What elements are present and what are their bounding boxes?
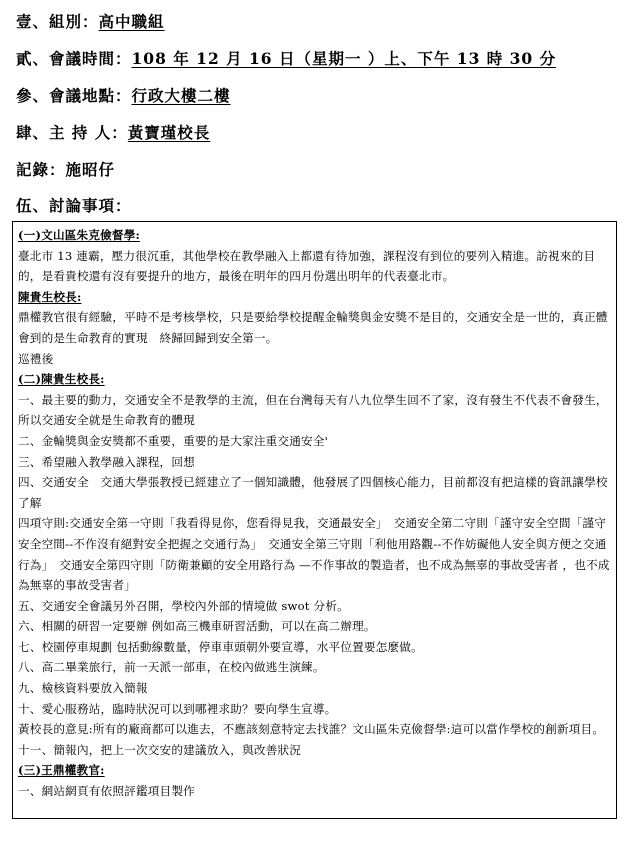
recorder-text: 記錄：施昭仔	[16, 160, 116, 179]
paragraph: 一、最主要的動力，交通安全不是教學的主流，但在台灣每天有八九位學生回不了家，沒有發生不代表不會發生，所以交通安全就是生命教育的體現	[18, 392, 608, 428]
paragraph: 一、網站網頁有依照評鑑項目製作	[18, 784, 195, 799]
paragraph: 四、交通安全 交通大學張教授已經建立了一個知識體，他發展了四個核心能力，目前都沒有把這樣的資訊讓學校了解	[18, 475, 608, 510]
group-label: 壹、組別：	[16, 12, 99, 31]
paragraph: 黃校長的意見:所有的廠商都可以進去，不應該刻意特定去找誰？文山區朱克儉督學:這可以當作學校的創新項目。	[18, 722, 605, 737]
meeting-time-line	[16, 47, 556, 69]
group-line	[16, 10, 165, 32]
paragraph: 四項守則:交通安全第一守則「我看得見你，您看得見我，交通最安全」 交通安全第二守則「謹守安全空間「謹守安全空間--不作沒有絕對安全把握之交通行為」 交通安全第三守則「利他用路觀--不作妨礙他人安全與方便之交通行為」 交通安全第四守則「防衛兼顧的安全用路行為 —不作事故的製造者，也不成為無辜的事故受害者 ，也不成為無辜的事故受害者」	[18, 516, 610, 593]
paragraph: 五、交通安全會議另外召開，學校內外部的情境做 swot 分析。	[18, 598, 349, 613]
place-label: 參、會議地點：	[16, 86, 132, 105]
meeting-place-line	[16, 84, 231, 106]
place-value: 行政大樓二樓	[131, 86, 231, 105]
time-value: 108 年 12 月 16 日（星期一 ）上、下午 13 時 30 分	[131, 49, 557, 68]
group-value: 高中職組	[98, 12, 165, 31]
paragraph: 二、金輪獎與金安獎都不重要，重要的是大家注重交通安全'	[18, 433, 329, 448]
paragraph: 七、校園停車規劃 包括動線數量，停車車頭朝外要宣導，水平位置要怎麼做。	[18, 639, 423, 654]
section-heading: (一)文山區朱克儉督學:	[18, 228, 140, 242]
paragraph: 十、愛心服務站，臨時狀況可以到哪裡求助？要向學生宣導。	[18, 701, 337, 716]
discussion-content	[18, 225, 612, 802]
paragraph: 臺北市 13 連霸，壓力很沉重，其他學校在教學融入上都還有待加強，課程沒有到位的要列入精進。訪視來的目的，是看貴校還有沒有要提升的地方，最後在明年的四月份選出明年的代表臺北市。	[18, 248, 596, 284]
discussion-label: 伍、討論事項：	[16, 196, 132, 215]
section-heading: (三)王鼎權教官:	[18, 763, 105, 778]
paragraph: 九、檢核資料要放入簡報	[18, 681, 148, 696]
paragraph: 六、相關的研習一定要辦 例如高三機車研習活動，可以在高二辦理。	[18, 619, 376, 634]
host-label: 肆、主 持 人：	[16, 123, 128, 142]
recorder-line	[16, 158, 115, 180]
paragraph: 八、高二畢業旅行，前一天派一部車，在校內做逃生演練。	[18, 660, 325, 675]
paragraph: 十一、簡報內，把上一次交安的建議放入，與改善狀況	[18, 742, 302, 757]
paragraph: 巡禮後	[18, 351, 54, 366]
discussion-line	[16, 194, 132, 216]
time-label: 貳、會議時間：	[16, 49, 132, 68]
discussion-box	[12, 221, 617, 819]
host-line	[16, 121, 210, 143]
paragraph: 三、希望融入教學融入課程，回想	[18, 454, 195, 469]
section-heading: (二)陳貴生校長:	[18, 372, 105, 387]
section-heading: 陳貴生校長:	[18, 289, 82, 304]
paragraph: 鼎權教官很有經驗，平時不是考核學校，只是要給學校提醒金輪獎與金安獎不是目的，交通安全是一世的，真正體會到的是生命教育的實現 終歸回歸到安全第一。	[18, 310, 608, 345]
host-value: 黃寶瑾校長	[127, 123, 211, 142]
